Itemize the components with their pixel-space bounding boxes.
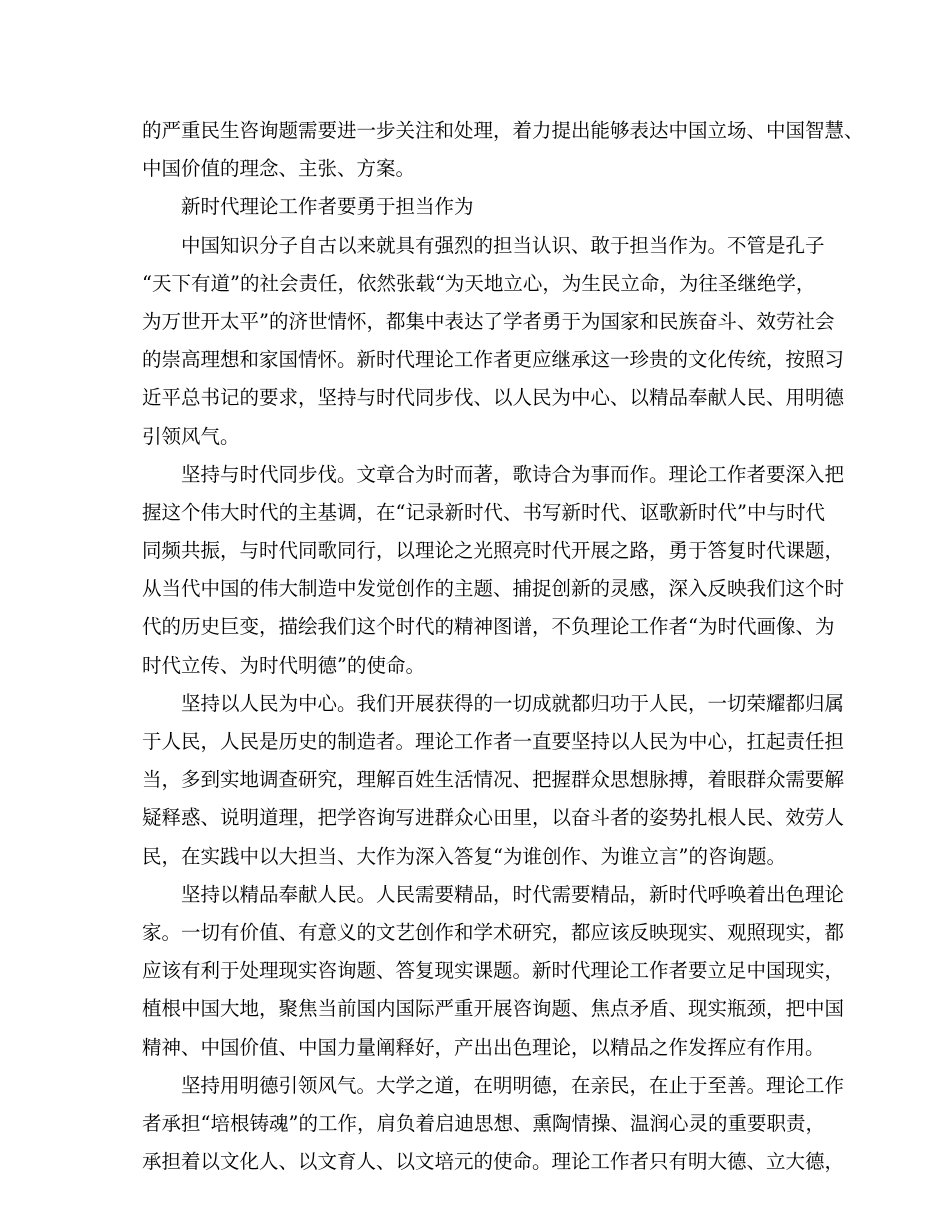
text-line: 坚持以人民为中心。我们开展获得的一切成就都归功于人民，一切荣耀都归属 xyxy=(181,691,845,715)
text-line: 的崇高理想和家国情怀。新时代理论工作者更应继承这一珍贵的文化传统，按照习 xyxy=(142,348,845,372)
text-line: 于人民，人民是历史的制造者。理论工作者一直要坚持以人民为中心，扛起责任担 xyxy=(142,730,845,753)
text-line: 近平总书记的要求，坚持与时代同步伐、以人民为中心、以精品奉献人民、用明德 xyxy=(142,386,845,410)
text-line: 家。一切有价值、有意义的文艺创作和学术研究，都应该反映现实、观照现实，都 xyxy=(142,920,845,944)
text-line: 者承担“培根铸魂”的工作，肩负着启迪思想、熏陶情操、温润心灵的重要职责， xyxy=(142,1111,825,1135)
text-line: 引领风气。 xyxy=(142,424,240,448)
text-line: 坚持与时代同步伐。文章合为时而著，歌诗合为事而作。理论工作者要深入把 xyxy=(181,462,845,486)
text-line: 坚持用明德引领风气。大学之道，在明明德，在亲民，在止于至善。理论工作 xyxy=(181,1073,845,1097)
text-line: “天下有道”的社会责任，依然张载“为天地立心，为生民立命，为往圣继绝学， xyxy=(142,271,816,295)
text-line: 民，在实践中以大担当、大作为深入答复“为谁创作、为谁立言”的咨询题。 xyxy=(142,844,786,868)
text-line: 时代立传、为时代明德”的使命。 xyxy=(142,653,425,677)
text-line: 当，多到实地调查研究，理解百姓生活情况、把握群众思想脉搏，着眼群众需要解 xyxy=(142,768,845,792)
text-line: 的严重民生咨询题需要进一步关注和处理，着力提出能够表达中国立场、中国智慧、 xyxy=(142,119,864,142)
text-line: 中国价值的理念、主张、方案。 xyxy=(142,157,416,181)
text-line: 精神、中国价值、中国力量阐释好，产出出色理论，以精品之作发挥应有作用。 xyxy=(142,1035,825,1059)
text-line: 疑释惑、说明道理，把学咨询写进群众心田里，以奋斗者的姿势扎根人民、效劳人 xyxy=(142,806,845,830)
text-line: 应该有利于处理现实咨询题、答复现实课题。新时代理论工作者要立足中国现实， xyxy=(142,959,845,983)
text-line: 同频共振，与时代同歌同行，以理论之光照亮时代开展之路，勇于答复时代课题， xyxy=(142,539,845,563)
section-heading: 新时代理论工作者要勇于担当作为 xyxy=(181,195,474,219)
text-line: 承担着以文化人、以文育人、以文培元的使命。理论工作者只有明大德、立大德， xyxy=(142,1150,845,1174)
text-line: 植根中国大地，聚焦当前国内国际严重开展咨询题、焦点矛盾、现实瓶颈，把中国 xyxy=(142,997,845,1021)
text-line: 代的历史巨变，描绘我们这个时代的精神图谱，不负理论工作者“为时代画像、为 xyxy=(142,615,835,639)
body-text xyxy=(142,112,864,1181)
text-line: 握这个伟大时代的主基调，在“记录新时代、书写新时代、讴歌新时代”中与时代 xyxy=(142,500,825,524)
text-line: 中国知识分子自古以来就具有强烈的担当认识、敢于担当作为。不管是孔子 xyxy=(181,233,825,257)
text-line: 坚持以精品奉献人民。人民需要精品，时代需要精品，新时代呼唤着出色理论 xyxy=(181,882,845,906)
text-line: 为万世开太平”的济世情怀，都集中表达了学者勇于为国家和民族奋斗、效劳社会 xyxy=(142,309,835,333)
text-line: 从当代中国的伟大制造中发觉创作的主题、捕捉创新的灵感，深入反映我们这个时 xyxy=(142,577,845,601)
